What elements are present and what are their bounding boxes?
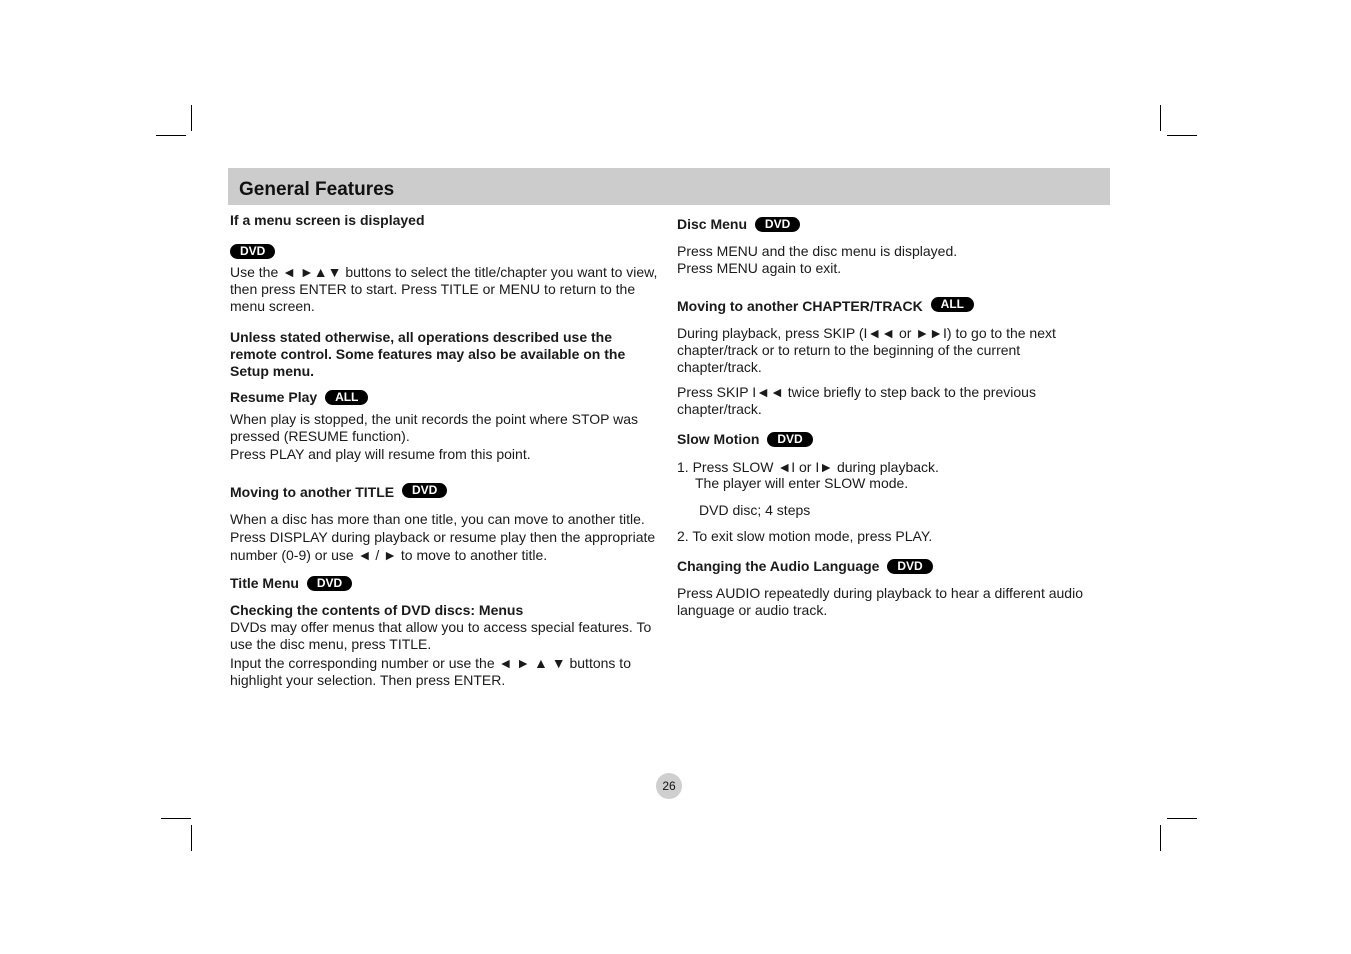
crop-mark [161,818,191,819]
checking-text: Input the corresponding number or use the ◄ ► ▲ ▼ buttons to highlight your selection. Then press ENTER. [230,655,631,688]
title-menu-heading [230,575,352,592]
remote-notice: Unless stated otherwise, all operations described use the remote control. Some features may also be available on the Setup menu. [230,329,626,379]
menu-screen-badge-row [230,243,275,260]
title-move-heading-label: Moving to another TITLE [230,484,395,500]
disc-menu-heading [677,216,800,233]
checking-heading: Checking the contents of DVD discs: Menus [230,602,524,618]
resume-heading-label: Resume Play [230,389,318,405]
crop-mark [1167,818,1197,819]
slow-heading [677,431,813,448]
title-move-heading [230,483,447,501]
page-title: General Features [239,179,395,200]
menu-screen-heading: If a menu screen is displayed [230,212,425,228]
crop-mark [191,105,192,131]
audio-text: Press AUDIO repeatedly during playback to hear a different audio language or audio track. [677,585,1083,618]
disc-menu-text: Press MENU and the disc menu is displayed. [677,243,958,259]
audio-heading-label: Changing the Audio Language [677,558,880,574]
disc-type-badge: DVD [402,483,447,498]
disc-menu-text: Press MENU again to exit. [677,260,842,276]
crop-mark [1160,825,1161,851]
resume-heading [230,389,368,406]
slow-steps-note: DVD disc; 4 steps [699,502,811,518]
disc-type-badge: DVD [230,244,275,259]
chapter-text: During playback, press SKIP (I◄◄ or ►►I) to go to the next chapter/track or to return to the beginning of the current chapter/track. [677,325,1056,375]
disc-type-badge: DVD [307,576,352,591]
audio-heading [677,558,933,575]
chapter-text: Press SKIP I◄◄ twice briefly to step back to the previous chapter/track. [677,384,1036,417]
crop-mark [1160,105,1161,131]
title-menu-heading-label: Title Menu [230,575,299,591]
chapter-heading [677,297,974,315]
title-move-text: When a disc has more than one title, you can move to another title. Press DISPLAY during playback or resume play then the appropriate number (0-9) or use ◄ / ► to move to another title. [230,511,656,563]
section-header [228,168,1110,205]
crop-mark [156,135,186,136]
disc-type-badge: DVD [755,217,800,232]
slow-heading-label: Slow Motion [677,431,760,447]
resume-text: Press PLAY and play will resume from this point. [230,446,531,462]
crop-mark [1167,135,1197,136]
disc-type-badge: ALL [931,297,974,312]
crop-mark [191,825,192,851]
disc-type-badge: DVD [767,432,812,447]
menu-screen-text: Use the ◄ ►▲▼ buttons to select the title/chapter you want to view, then press ENTER to start. Press TITLE or MENU to return to the menu screen. [230,264,658,314]
disc-menu-heading-label: Disc Menu [677,216,748,232]
resume-text: When play is stopped, the unit records the point where STOP was pressed (RESUME function). [230,411,639,444]
chapter-heading-label: Moving to another CHAPTER/TRACK [677,298,923,314]
disc-type-badge: ALL [325,390,368,405]
page-number: 26 [656,773,682,799]
slow-step-1-detail: The player will enter SLOW mode. [695,475,909,491]
disc-type-badge: DVD [887,559,932,574]
slow-step-2: 2. To exit slow motion mode, press PLAY. [677,528,933,544]
slow-step-1: 1. Press SLOW ◄I or I► during playback. [677,459,939,475]
checking-text: DVDs may offer menus that allow you to access special features. To use the disc menu, press TITLE. [230,619,652,652]
